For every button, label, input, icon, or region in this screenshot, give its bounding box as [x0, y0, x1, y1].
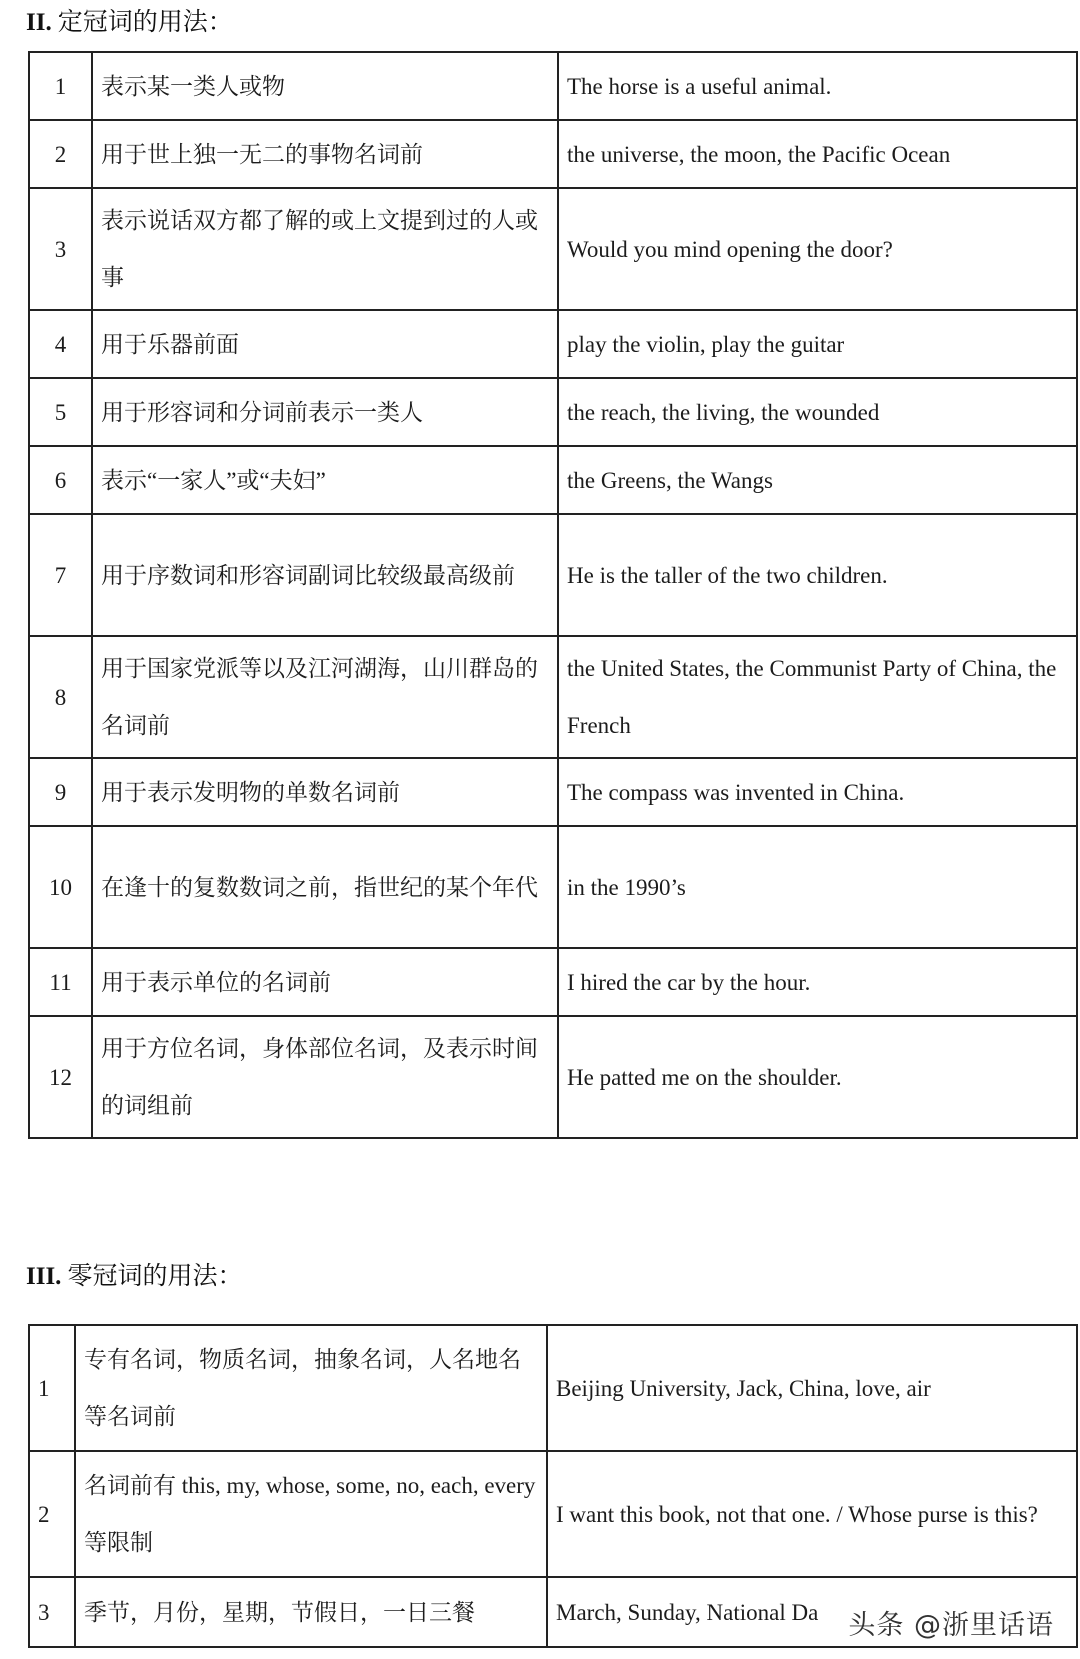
table-row [29, 188, 1077, 310]
usage-cell: 用于方位名词，身体部位名词，及表示时间的词组前 [92, 1016, 558, 1138]
row-index: 6 [29, 446, 92, 514]
table-row [29, 310, 1077, 378]
table-row [29, 1451, 1077, 1577]
row-index: 1 [29, 1325, 75, 1451]
usage-cell: 季节，月份，星期，节假日，一日三餐 [75, 1577, 547, 1647]
table-row [29, 1325, 1077, 1451]
section-3-title: 零冠词的用法： [67, 1263, 243, 1290]
watermark: 头条 @浙里话语 [848, 1603, 1054, 1642]
usage-cell: 用于表示单位的名词前 [92, 948, 558, 1016]
row-index: 9 [29, 758, 92, 826]
definite-article-table [28, 51, 1078, 1139]
row-index: 11 [29, 948, 92, 1016]
usage-cell: 用于世上独一无二的事物名词前 [92, 120, 558, 188]
example-cell: He is the taller of the two children. [558, 514, 1077, 636]
example-cell: in the 1990’s [558, 826, 1077, 948]
example-cell: March, Sunday, National Da [547, 1577, 1077, 1647]
section-3-number: III. [26, 1263, 62, 1290]
row-index: 10 [29, 826, 92, 948]
example-cell: The horse is a useful animal. [558, 52, 1077, 120]
table-row [29, 120, 1077, 188]
row-index: 2 [29, 120, 92, 188]
table-row [29, 514, 1077, 636]
row-index: 4 [29, 310, 92, 378]
table-row [29, 446, 1077, 514]
usage-cell: 用于国家党派等以及江河湖海，山川群岛的名词前 [92, 636, 558, 758]
row-index: 12 [29, 1016, 92, 1138]
usage-cell: 用于乐器前面 [92, 310, 558, 378]
section-3-heading [26, 1262, 242, 1292]
usage-cell: 表示说话双方都了解的或上文提到过的人或事 [92, 188, 558, 310]
example-cell: The compass was invented in China. [558, 758, 1077, 826]
table-row [29, 1016, 1077, 1138]
row-index: 5 [29, 378, 92, 446]
usage-cell: 名词前有 this, my, whose, some, no, each, every 等限制 [75, 1451, 547, 1577]
example-cell: I hired the car by the hour. [558, 948, 1077, 1016]
row-index: 3 [29, 188, 92, 310]
row-index: 2 [29, 1451, 75, 1577]
example-cell: the United States, the Communist Party of China, the French [558, 636, 1077, 758]
zero-article-table [28, 1324, 1078, 1648]
row-index: 3 [29, 1577, 75, 1647]
example-cell: He patted me on the shoulder. [558, 1016, 1077, 1138]
usage-cell: 用于形容词和分词前表示一类人 [92, 378, 558, 446]
example-cell: Would you mind opening the door? [558, 188, 1077, 310]
section-2-number: II. [26, 9, 52, 36]
example-cell: Beijing University, Jack, China, love, air [547, 1325, 1077, 1451]
table-row [29, 378, 1077, 446]
section-2-title: 定冠词的用法： [57, 9, 233, 36]
example-cell: the Greens, the Wangs [558, 446, 1077, 514]
example-cell: play the violin, play the guitar [558, 310, 1077, 378]
example-cell: I want this book, not that one. / Whose purse is this? [547, 1451, 1077, 1577]
table-row [29, 636, 1077, 758]
section-2-heading [26, 8, 233, 38]
row-index: 7 [29, 514, 92, 636]
usage-cell: 用于表示发明物的单数名词前 [92, 758, 558, 826]
usage-cell: 表示某一类人或物 [92, 52, 558, 120]
table-row [29, 826, 1077, 948]
row-index: 8 [29, 636, 92, 758]
usage-cell: 在逢十的复数数词之前，指世纪的某个年代 [92, 826, 558, 948]
example-cell: the universe, the moon, the Pacific Ocean [558, 120, 1077, 188]
example-cell: the reach, the living, the wounded [558, 378, 1077, 446]
table-row [29, 758, 1077, 826]
usage-cell: 专有名词，物质名词，抽象名词，人名地名等名词前 [75, 1325, 547, 1451]
row-index: 1 [29, 52, 92, 120]
usage-cell: 表示“一家人”或“夫妇” [92, 446, 558, 514]
usage-cell: 用于序数词和形容词副词比较级最高级前 [92, 514, 558, 636]
table-row [29, 948, 1077, 1016]
table-row [29, 52, 1077, 120]
